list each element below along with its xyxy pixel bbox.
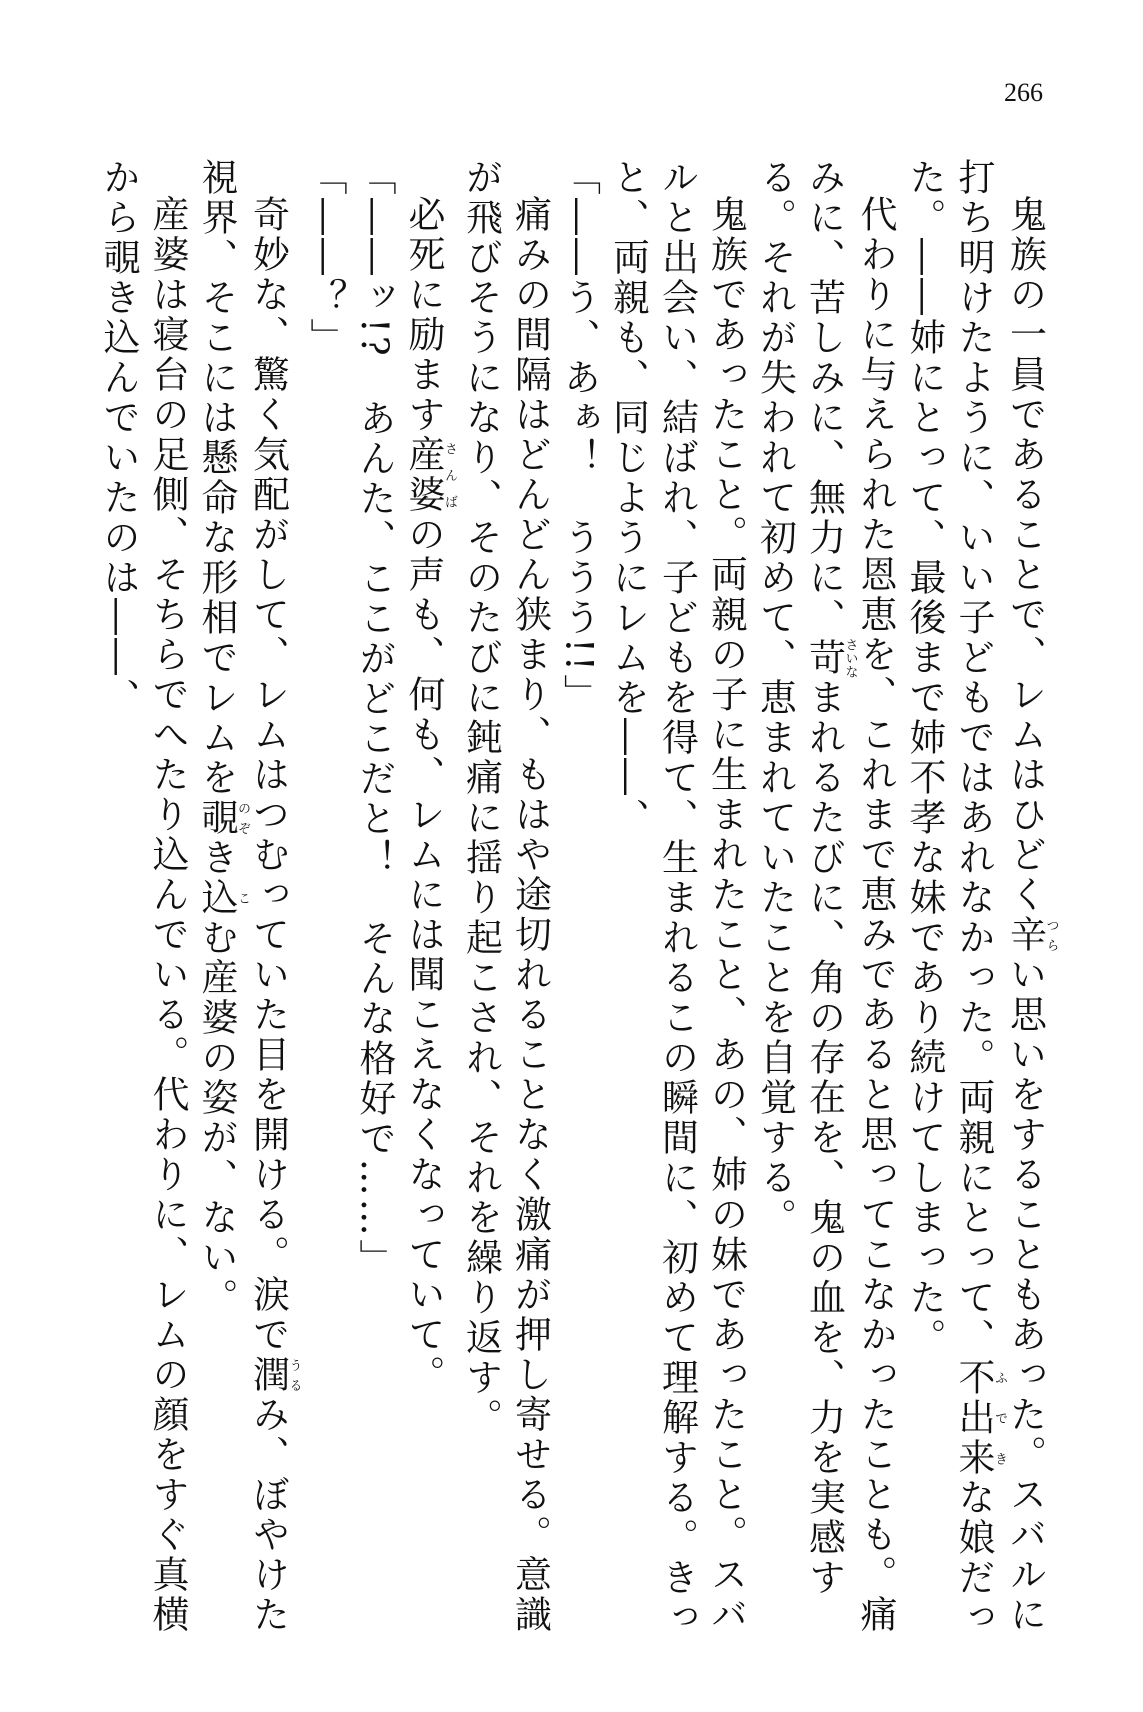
ruby-base: 苛 [802, 638, 846, 678]
ruby-annotation [802, 638, 858, 678]
novel-text-body [94, 158, 1058, 1658]
ruby-reading: のぞ [235, 798, 250, 838]
text-run: い思いをすることもあった。スバルに打ち明けたように、いい子どもではあれなかった。両親にとって、 [952, 158, 1047, 1635]
text-run: まれるたびに、角の存在を、鬼の血を、力を実感する。それが失われて初めて、恵まれていたことを自覚する。 [753, 158, 846, 1598]
paragraph [604, 158, 751, 1658]
ruby-base: 産婆 [402, 435, 445, 515]
text-run: 代わりに与えられた恩恵を、これまで恵みであると思ってこなかったことも。痛みに、苦しみに、無力に、 [802, 158, 897, 1635]
text-run: な娘だった。――姉にとって、最後まで姉不孝な妹であり続けてしまった。 [903, 158, 995, 1638]
ruby-annotation [246, 1355, 302, 1395]
paragraph [399, 158, 457, 1658]
text-run: 鬼族であったこと。両親の子に生まれたこと、あの、姉の妹であったこと。スバルと出会い、結ばれ、子どもを得て、生まれるこの瞬間に、初めて理解する。きっと、両親も、同じようにレムを――、 [606, 158, 748, 1638]
ruby-annotation [195, 878, 250, 918]
text-run: 痛みの間隔はどんどん狭まり、もはや途切れることなく激痛が押し寄せる。意識が飛びそうになり、そのたびに鈍痛に揺り起こされ、それを繰り返す。 [459, 158, 552, 1635]
ruby-base: 辛 [1003, 915, 1047, 955]
text-run: 奇妙な、驚く気配がして、レムはつむっていた目を開ける。涙で [246, 195, 290, 1355]
page-number: 266 [1004, 78, 1043, 107]
text-run: 鬼族の一員であることで、レムはひどく [1003, 195, 1047, 915]
text-run: き [195, 838, 238, 878]
ruby-base: 潤 [246, 1355, 290, 1395]
paragraph [751, 158, 901, 1658]
ruby-reading: ふでき [992, 1358, 1007, 1478]
text-run: 「――？」 [304, 158, 347, 358]
ruby-reading: さんば [442, 435, 457, 515]
text-run: 「――ッ!? あんた、ここがどこだと！ そんな格好で……」 [353, 158, 396, 1279]
paragraph [94, 158, 192, 1658]
ruby-annotation [195, 798, 250, 838]
ruby-base: 不出来 [952, 1358, 995, 1478]
ruby-annotation [402, 435, 457, 515]
ruby-base: 込 [195, 878, 238, 918]
paragraph [555, 158, 604, 1658]
ruby-reading: こ [235, 878, 250, 918]
text-run: 産婆は寝台の足側、そちらでへたり込んでいる。代わりに、レムの顔をすぐ真横から覗き込んでいたのは――、 [97, 158, 189, 1635]
paragraph [192, 158, 301, 1658]
ruby-annotation [1003, 915, 1059, 955]
ruby-reading: つら [1043, 915, 1059, 955]
text-run: む産婆の姿が、ない。 [195, 918, 238, 1318]
ruby-reading: さいな [842, 638, 858, 678]
paragraph [457, 158, 555, 1658]
paragraph [301, 158, 350, 1658]
text-run: 必死に励ます [402, 195, 445, 435]
text-run: 「――う、あぁ！ ううう!!」 [557, 158, 601, 714]
text-run: み、ぼやけた視界、そこには懸命な形相でレムを [195, 158, 290, 1635]
text-run: の声も、何も、レムには聞こえなくなっていて。 [402, 515, 445, 1395]
ruby-base: 覗 [195, 798, 238, 838]
paragraph [900, 158, 1058, 1658]
ruby-reading: うる [286, 1355, 302, 1395]
ruby-annotation [952, 1358, 1007, 1478]
paragraph [350, 158, 399, 1658]
